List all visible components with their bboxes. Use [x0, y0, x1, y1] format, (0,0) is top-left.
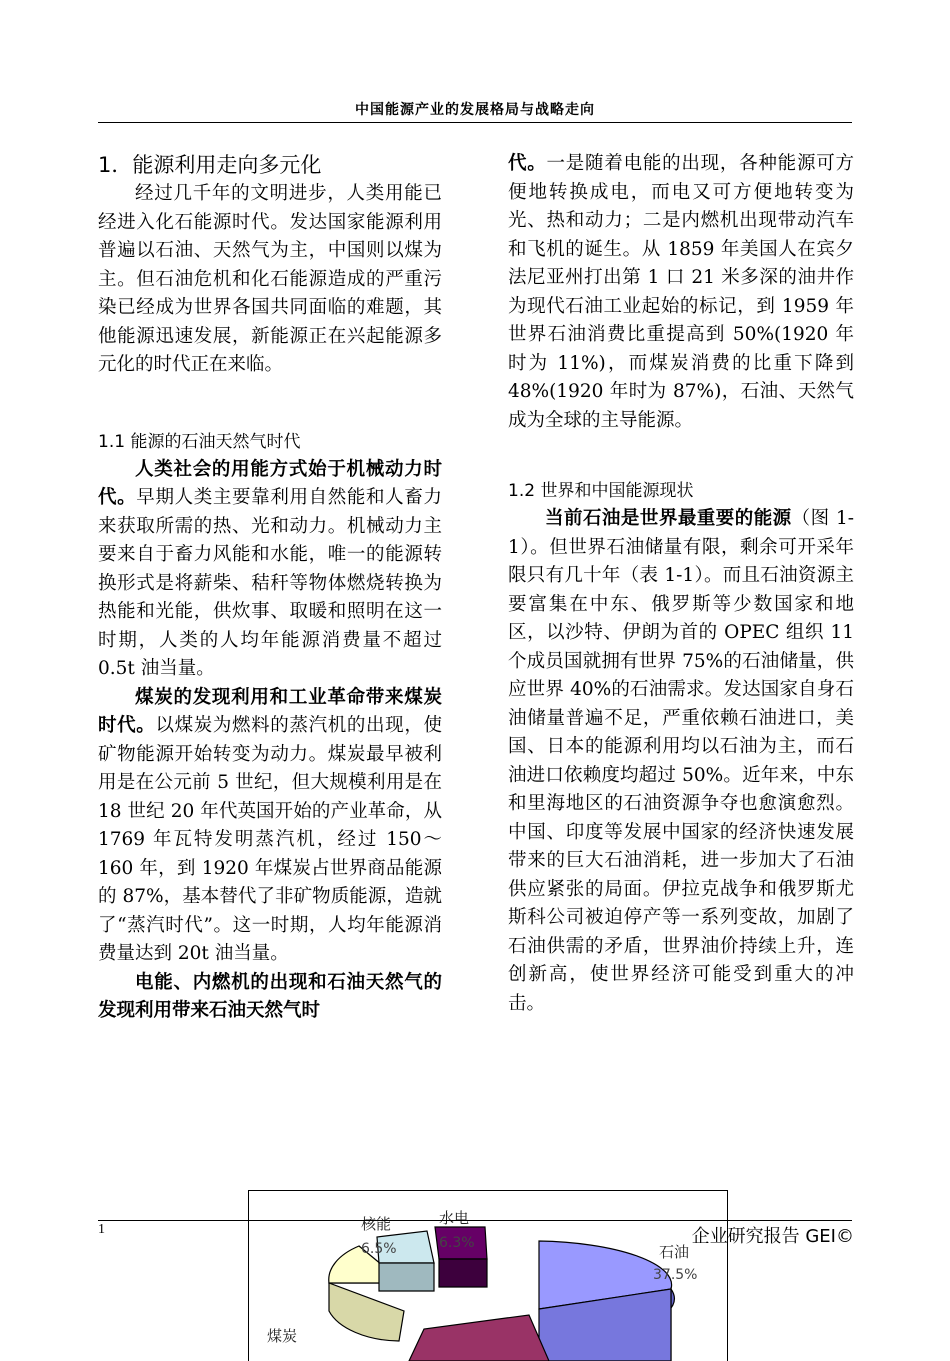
paragraph-body: 早期人类主要靠利用自然能和人畜力来获取所需的热、光和动力。机械动力主要来自于畜力风能和水能，唯一的能源转换形式是将薪柴、秸秆等物体燃烧转换为热能和光能，供炊事、取暖和照明在这一时期，人类的人均年能源消费量不超过 0.5t 油当量。: [98, 487, 442, 679]
right-column: [508, 150, 854, 1018]
energy-pie-chart: [249, 1191, 727, 1361]
paragraph-coal-era: [98, 684, 442, 969]
footer-source: 企业研究报告 GEI©: [691, 1226, 854, 1247]
subsection-heading-1-2: 1.2 世界和中国能源现状: [508, 481, 694, 501]
running-header: 中国能源产业的发展格局与战略走向: [355, 102, 595, 118]
subsection-heading-1-1: 1.1 能源的石油天然气时代: [98, 431, 301, 452]
paragraph-body: 以煤炭为燃料的蒸汽机的出现，使矿物能源开始转变为动力。煤炭最早被利用是在公元前 5 世纪，但大规模利用是在 18 世纪 20 年代英国开始的产业革命，从 1769 年瓦特发明蒸汽机，经过 150～160 年，到 1920 年煤炭占世界商品能源的 87%，基本替代了非矿物质能源，造就了“蒸汽时代”。这一时期，人均年能源消费量达到 20t 油当量。: [98, 715, 442, 964]
paragraph-body: 一是随着电能的出现，各种能源可方便地转换成电，而电又可方便地转变为光、热和动力；二是内燃机出现带动汽车和飞机的诞生。从 1859 年美国人在宾夕法尼亚州打出第 1 口 21 米多深的油井作为现代石油工业起始的标记，到 1959 年世界石油消费比重提高到 50%(1920 年时为 11%)，而煤炭消费的比重下降到 48%(1920 年时为 87%)，石油、天然气成为全球的主导能源。: [508, 153, 854, 431]
left-column: [98, 150, 442, 1026]
paragraph-oil-era: [508, 150, 854, 435]
paragraph-lead: 煤炭的发现利用和工业革命带来煤炭时代。: [98, 686, 442, 736]
pie-label-coal: 煤炭: [267, 1327, 298, 1345]
paragraph-lead: 人类社会的用能方式始于机械动力时代。: [98, 458, 442, 508]
paragraph-lead: 当前石油是世界最重要的能源: [545, 508, 792, 529]
pie-pct-nuclear: 6.5%: [361, 1241, 397, 1257]
paragraph-oil-era-start: [98, 969, 442, 1026]
pie-pct-oil: 37.5%: [653, 1267, 698, 1283]
paragraph-lead: 电能、内燃机的出现和石油天然气的发现利用带来石油天然气时: [98, 971, 442, 1021]
paragraph-current-status: [508, 505, 854, 1018]
header-rule: [98, 122, 852, 123]
pie-pct-hydro: 6.3%: [439, 1235, 475, 1251]
footer-rule: [98, 1220, 852, 1221]
paragraph-mechanical-era: [98, 456, 442, 684]
section-heading-1: 1．能源利用走向多元化: [98, 153, 322, 177]
page-number: 1: [98, 1222, 105, 1237]
figure-1-1-frame: [248, 1190, 728, 1361]
pie-label-hydro: 水电: [439, 1209, 470, 1227]
paragraph-lead-cont: 代。: [508, 153, 547, 174]
pie-label-nuclear: 核能: [361, 1215, 392, 1233]
pie-label-oil: 石油: [659, 1243, 690, 1261]
paragraph-body: （图 1-1）。但世界石油储量有限，剩余可开采年限只有几十年（表 1-1）。而且石油资源主要富集在中东、俄罗斯等少数国家和地区，以沙特、伊朗为首的 OPEC 组织 11 个成员国就拥有世界 75%的石油储量，供应世界 40%的石油需求。发达国家自身石油储量普遍不足，严重依赖石油进口，美国、日本的能源利用均以石油为主，而石油进口依赖度均超过 50%。近年来，中东和里海地区的石油资源争夺也愈演愈烈。中国、印度等发展中国家的经济快速发展带来的巨大石油消耗，进一步加大了石油供应紧张的局面。伊拉克战争和俄罗斯尤斯科公司被迫停产等一系列变故，加剧了石油供需的矛盾，世界油价持续上升，连创新高，使世界经济可能受到重大的冲击。: [508, 508, 854, 1014]
pie-slice-gas: [409, 1315, 549, 1361]
paragraph-intro: 经过几千年的文明进步，人类用能已经进入化石能源时代。发达国家能源利用普遍以石油、天然气为主，中国则以煤为主。但石油危机和化石能源造成的严重污染已经成为世界各国共同面临的难题，其他能源迅速发展，新能源正在兴起能源多元化的时代正在来临。: [98, 183, 442, 375]
